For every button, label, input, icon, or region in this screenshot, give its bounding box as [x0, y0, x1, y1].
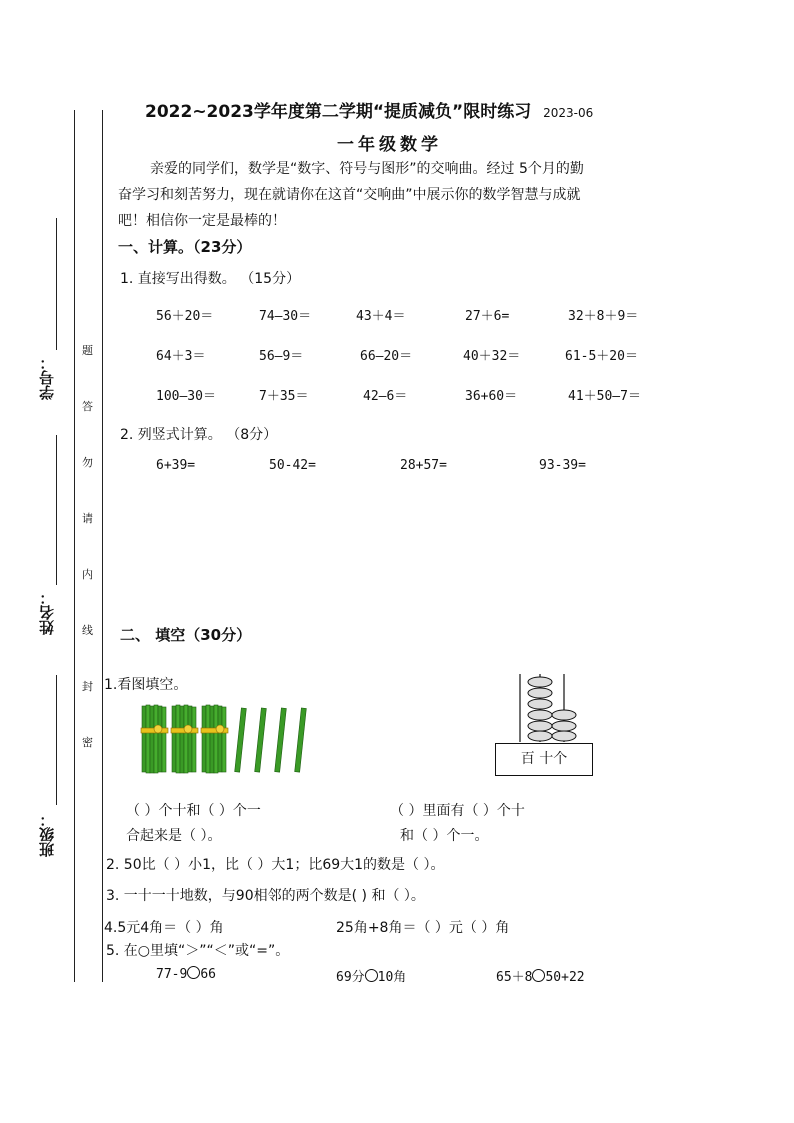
stick-bundles-figure [138, 702, 313, 778]
compare-left: 65＋8 [496, 970, 533, 985]
student-id-label: 学号： [38, 355, 56, 400]
title-date: 2023-06 [543, 106, 594, 120]
page-subtitle: 一年级数学 [337, 135, 442, 155]
stick-bundle [201, 705, 228, 773]
vertical-calc-item: 28+57= [400, 458, 447, 473]
fill-q5: 5. 在○里填“＞”“＜”或“=”。 [106, 943, 290, 959]
abacus-beads-tens [528, 677, 552, 741]
seal-char: 内 [82, 568, 93, 581]
calc-item: 42—6＝ [363, 389, 408, 404]
calc-item: 100—30＝ [156, 389, 216, 404]
compare-item [156, 966, 216, 982]
compare-circle-icon[interactable] [187, 966, 200, 979]
abacus-beads-ones [552, 710, 576, 741]
fill-q1-right-line2: 和（ ）个一。 [400, 828, 489, 844]
single-sticks [235, 708, 307, 772]
intro-line: 亲爱的同学们，数学是“数字、符号与图形”的交响曲。经过 5个月的勤 [150, 161, 584, 177]
seal-char: 封 [82, 680, 93, 693]
abacus-figure [505, 672, 605, 744]
calc-item: 56＋20＝ [156, 309, 214, 324]
fill-q2: 2. 50比（ ）小1，比（ ）大1；比69大1的数是（ ）。 [106, 857, 445, 873]
vertical-calc-item: 93-39= [539, 458, 586, 473]
fill-q4-a: 4.5元4角＝（ ）角 [104, 920, 224, 936]
calc-item: 7＋35＝ [259, 389, 309, 404]
stick-bundle [171, 705, 198, 773]
calc-item: 61-5＋20＝ [565, 349, 638, 364]
seal-char: 勿 [82, 456, 93, 469]
calc-item: 74—30＝ [259, 309, 312, 324]
section-2-heading: 二、 填空（30分） [120, 626, 252, 644]
calc-item: 27＋6= [465, 309, 510, 324]
binding-line-inner [102, 110, 103, 982]
name-label: 姓名： [38, 590, 56, 635]
class-label: 班级： [38, 812, 56, 857]
section-1-heading: 一、计算。（23分） [118, 238, 252, 256]
compare-left: 77-9 [156, 967, 188, 982]
seal-char: 请 [82, 512, 93, 525]
q2-label: 2. 列竖式计算。 （8分） [120, 427, 278, 443]
compare-right: 50+22 [545, 970, 585, 985]
student-id-blank [56, 218, 57, 350]
title-text: 2022~2023学年度第二学期“提质减负”限时练习 [145, 102, 532, 122]
intro-line: 奋学习和刻苦努力，现在就请你在这首“交响曲”中展示你的数学智慧与成就 [118, 187, 581, 203]
compare-circle-icon[interactable] [532, 969, 545, 982]
fill-q3: 3. 一十一十地数，与90相邻的两个数是( ) 和（ ）。 [106, 888, 425, 904]
calc-item: 66—20＝ [360, 349, 413, 364]
fill-q1-left-line2: 合起来是（ ）。 [126, 828, 222, 844]
abacus-place-labels: 百 十个 [495, 743, 593, 776]
vertical-calc-item: 6+39= [156, 458, 196, 473]
binding-line-outer [74, 110, 75, 982]
calc-item: 40＋32＝ [463, 349, 521, 364]
compare-circle-icon[interactable] [365, 969, 378, 982]
calc-item: 36+60＝ [465, 389, 518, 404]
fill-q4-b: 25角+8角＝（ ）元（ ）角 [336, 920, 510, 936]
calc-item: 41＋50—7＝ [568, 389, 641, 404]
calc-item: 56—9＝ [259, 349, 304, 364]
compare-left: 69分 [336, 970, 365, 985]
seal-char: 线 [82, 624, 93, 637]
name-blank [56, 435, 57, 585]
fill-q1-left-line1: （ ）个十和（ ）个一 [126, 803, 261, 819]
seal-char: 题 [82, 344, 93, 357]
calc-item: 32＋8＋9＝ [568, 309, 639, 324]
page-title [145, 97, 593, 122]
vertical-calc-item: 50-42= [269, 458, 316, 473]
stick-bundle [141, 705, 168, 773]
class-blank [56, 675, 57, 805]
compare-item [496, 966, 585, 985]
fill-q1-label: 1.看图填空。 [104, 677, 188, 693]
calc-item: 43＋4＝ [356, 309, 406, 324]
seal-char: 密 [82, 736, 93, 749]
compare-item [336, 966, 406, 985]
intro-line: 吧！相信你一定是最棒的！ [118, 213, 286, 229]
seal-char: 答 [82, 400, 93, 413]
compare-right: 66 [200, 967, 216, 982]
calc-item: 64＋3＝ [156, 349, 206, 364]
fill-q1-right-line1: （ ）里面有（ ）个十 [390, 803, 525, 819]
q1-label: 1. 直接写出得数。 （15分） [120, 271, 301, 287]
compare-right: 10角 [377, 970, 407, 985]
